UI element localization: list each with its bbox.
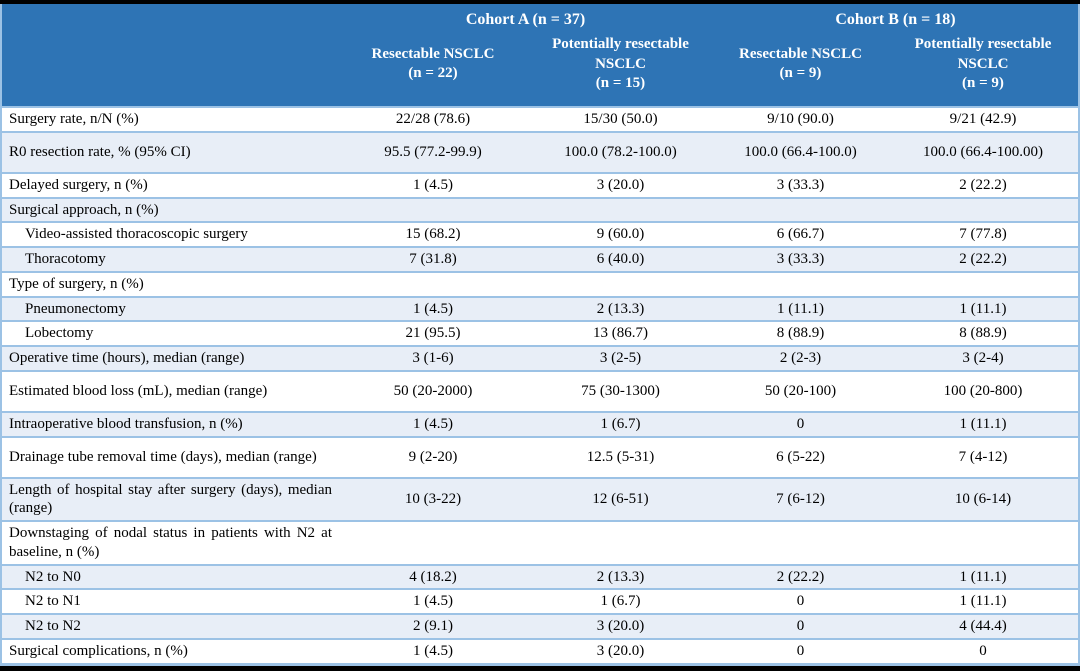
cell-value xyxy=(888,541,1078,545)
cell-value: 8 (88.9) xyxy=(959,325,1007,342)
cell-value: 12.5 (5-31) xyxy=(586,448,655,465)
cohort-a-header: Cohort A (n = 37) xyxy=(465,11,586,28)
row-label: Lobectomy xyxy=(25,325,94,342)
table-body xyxy=(2,108,1078,663)
cell-value: 2 (2-3) xyxy=(779,350,822,366)
table-row xyxy=(2,372,1078,413)
col-header-cohort-a-resectable xyxy=(338,45,528,84)
cell-value: 6 (40.0) xyxy=(596,251,645,267)
cell-value: 1 (11.1) xyxy=(959,415,1007,432)
cell-value: 2 (9.1) xyxy=(413,618,453,634)
cell-value: 4 (44.4) xyxy=(959,618,1007,634)
col-header-cohort-a-potentially-resectable xyxy=(528,35,713,94)
cell-value: 3 (2-4) xyxy=(962,350,1004,366)
cell-value: 3 (1-6) xyxy=(412,350,454,366)
surgery-outcomes-table xyxy=(0,4,1080,666)
table-row xyxy=(2,438,1078,479)
cell-value: 6 (66.7) xyxy=(776,226,825,243)
figure-bottom-border xyxy=(0,666,1080,671)
cell-value xyxy=(528,541,713,545)
cell-value: 0 xyxy=(979,642,987,659)
table-row xyxy=(2,479,1078,523)
cell-value: 15/30 (50.0) xyxy=(583,111,658,127)
col-header-name: Resectable NSCLC xyxy=(739,45,862,62)
cell-value xyxy=(528,282,713,286)
table-header xyxy=(2,4,1078,108)
cell-value: 9 (60.0) xyxy=(596,226,645,243)
cohort-b-header: Cohort B (n = 18) xyxy=(835,11,956,28)
col-header-n: (n = 15) xyxy=(595,75,646,92)
cell-value: 3 (20.0) xyxy=(596,642,645,659)
cell-value xyxy=(338,208,528,212)
cell-value: 3 (33.3) xyxy=(776,176,825,193)
col-header-cohort-b-potentially-resectable xyxy=(888,35,1078,94)
cell-value: 15 (68.2) xyxy=(405,226,461,243)
cell-value: 3 (2-5) xyxy=(599,350,642,366)
cell-value: 2 (13.3) xyxy=(596,568,645,585)
row-label: Intraoperative blood transfusion, n (%) xyxy=(9,415,243,432)
cell-value: 100.0 (78.2-100.0) xyxy=(564,143,677,160)
cell-value: 1 (4.5) xyxy=(413,593,453,610)
cell-value: 1 (4.5) xyxy=(413,642,453,659)
col-header-n: (n = 9) xyxy=(962,75,1004,92)
cell-value xyxy=(338,541,528,545)
row-label: Downstaging of nodal status in patients with N2 at baseline, n (%) xyxy=(9,525,332,560)
table-row xyxy=(2,413,1078,438)
cell-value: 1 (4.5) xyxy=(413,300,453,317)
cell-value xyxy=(888,208,1078,212)
cell-value: 2 (22.2) xyxy=(959,251,1007,267)
row-label: N2 to N1 xyxy=(25,593,81,610)
cell-value: 95.5 (77.2-99.9) xyxy=(384,143,482,160)
cohort-header-row xyxy=(2,11,1078,29)
row-label: Length of hospital stay after surgery (days), median (range) xyxy=(9,481,332,517)
cell-value: 3 (33.3) xyxy=(776,251,825,267)
cell-value: 2 (22.2) xyxy=(959,176,1007,193)
cell-value: 22/28 (78.6) xyxy=(395,111,471,127)
cell-value: 12 (6-51) xyxy=(592,490,649,507)
cell-value: 1 (4.5) xyxy=(413,176,453,193)
table-row xyxy=(2,566,1078,591)
cell-value: 7 (31.8) xyxy=(409,251,457,267)
cell-value: 9/10 (90.0) xyxy=(767,111,834,127)
header-spacer xyxy=(2,11,338,29)
cell-value: 9/21 (42.9) xyxy=(949,111,1017,127)
row-label: Surgical complications, n (%) xyxy=(9,642,188,659)
row-label: Thoracotomy xyxy=(25,251,106,267)
cell-value: 3 (20.0) xyxy=(596,618,645,634)
table-row xyxy=(2,347,1078,372)
cell-value: 75 (30-1300) xyxy=(581,382,660,399)
table-row xyxy=(2,322,1078,347)
row-label: Pneumonectomy xyxy=(25,300,126,317)
cell-value: 8 (88.9) xyxy=(776,325,825,342)
row-label: Operative time (hours), median (range) xyxy=(9,350,245,366)
row-label: Surgical approach, n (%) xyxy=(9,201,159,218)
row-label: Estimated blood loss (mL), median (range) xyxy=(9,382,268,399)
cell-value: 50 (20-100) xyxy=(764,382,837,399)
table-row xyxy=(2,174,1078,199)
cell-value: 7 (6-12) xyxy=(776,490,825,507)
cell-value xyxy=(888,282,1078,286)
row-label: N2 to N2 xyxy=(25,618,81,634)
row-label: Type of surgery, n (%) xyxy=(9,275,144,292)
table-row xyxy=(2,199,1078,224)
cell-value: 6 (5-22) xyxy=(776,448,825,465)
row-label: Drainage tube removal time (days), median (range) xyxy=(9,448,317,465)
cell-value: 7 (4-12) xyxy=(958,448,1008,465)
cell-value: 10 (6-14) xyxy=(954,490,1012,507)
cell-value xyxy=(338,282,528,286)
table-row xyxy=(2,640,1078,663)
table-row xyxy=(2,615,1078,640)
cell-value: 2 (13.3) xyxy=(596,300,645,317)
cell-value xyxy=(713,208,888,212)
cell-value: 7 (77.8) xyxy=(959,226,1007,243)
table-row xyxy=(2,108,1078,133)
cell-value: 0 xyxy=(796,642,805,659)
cell-value: 10 (3-22) xyxy=(404,490,462,507)
cell-value: 3 (20.0) xyxy=(596,176,645,193)
table-row xyxy=(2,223,1078,248)
row-label: Surgery rate, n/N (%) xyxy=(9,111,139,127)
cell-value: 2 (22.2) xyxy=(776,568,825,585)
cell-value: 1 (11.1) xyxy=(959,593,1007,610)
cell-value: 4 (18.2) xyxy=(409,568,457,585)
cell-value: 13 (86.7) xyxy=(593,325,648,342)
cell-value: 0 xyxy=(796,618,805,634)
cell-value: 50 (20-2000) xyxy=(393,382,473,399)
cell-value: 1 (11.1) xyxy=(777,300,824,317)
cell-value: 0 xyxy=(796,593,805,610)
cell-value: 1 (6.7) xyxy=(600,415,641,432)
cell-value xyxy=(713,541,888,545)
cell-value: 100.0 (66.4-100.0) xyxy=(744,143,857,160)
cell-value: 0 xyxy=(796,415,805,432)
cell-value xyxy=(713,282,888,286)
col-header-cohort-b-resectable xyxy=(713,45,888,84)
row-label: N2 to N0 xyxy=(25,568,81,585)
table-row xyxy=(2,298,1078,323)
row-label: R0 resection rate, % (95% CI) xyxy=(9,143,191,160)
column-header-row xyxy=(2,29,1078,106)
table-row xyxy=(2,248,1078,273)
table-row xyxy=(2,133,1078,174)
table-row xyxy=(2,273,1078,298)
col-header-n: (n = 9) xyxy=(779,65,822,82)
cell-value: 1 (11.1) xyxy=(959,568,1007,585)
col-header-n: (n = 22) xyxy=(408,65,458,82)
cell-value: 21 (95.5) xyxy=(405,325,461,342)
cell-value: 1 (4.5) xyxy=(413,415,453,432)
col-header-name: Potentially resectable NSCLC xyxy=(914,36,1052,72)
table-row xyxy=(2,522,1078,566)
cell-value: 100 (20-800) xyxy=(943,382,1023,399)
cell-value: 100.0 (66.4-100.00) xyxy=(923,143,1043,160)
col-header-name: Potentially resectable NSCLC xyxy=(552,36,689,72)
cell-value: 9 (2-20) xyxy=(408,448,458,465)
cell-value xyxy=(528,208,713,212)
table-row xyxy=(2,590,1078,615)
row-label: Delayed surgery, n (%) xyxy=(9,176,148,193)
cell-value: 1 (11.1) xyxy=(959,300,1007,317)
col-header-name: Resectable NSCLC xyxy=(371,45,495,62)
row-label: Video-assisted thoracoscopic surgery xyxy=(25,226,248,243)
cell-value: 1 (6.7) xyxy=(600,593,641,610)
